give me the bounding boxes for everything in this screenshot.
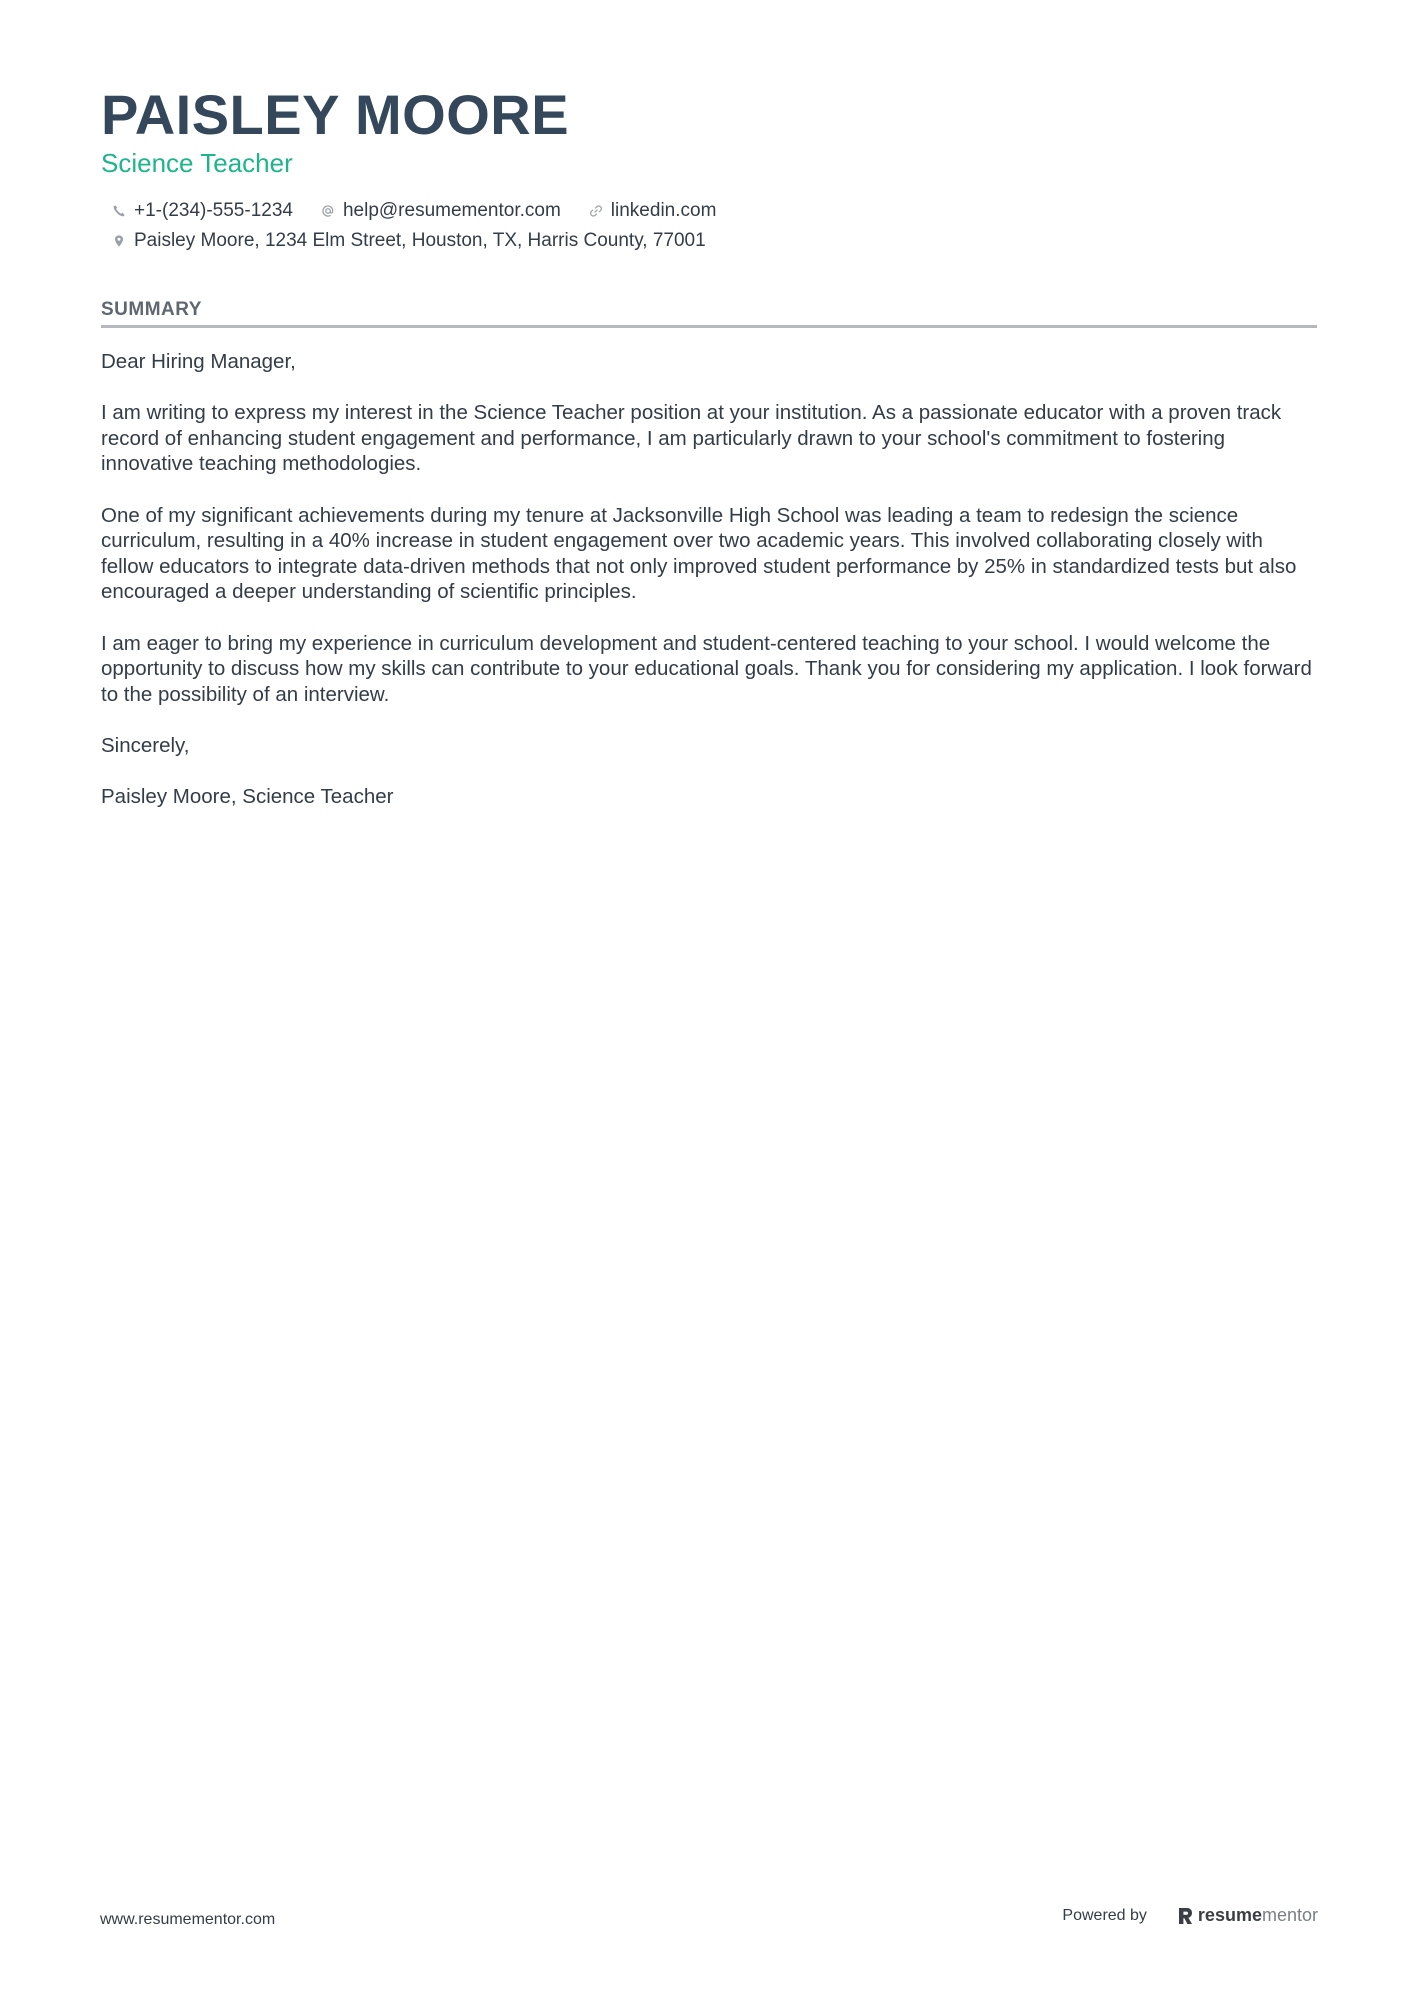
letter-closing: Sincerely, <box>101 733 190 757</box>
resumementor-logo-text[interactable] <box>1198 1905 1318 1926</box>
letter-signature: Paisley Moore, Science Teacher <box>101 785 394 809</box>
location-pin-icon <box>110 232 128 250</box>
phone-text: +1-(234)-555-1234 <box>134 200 293 221</box>
contact-email[interactable] <box>319 200 561 222</box>
phone-icon <box>110 202 128 220</box>
powered-by-label: Powered by <box>1062 1906 1147 1924</box>
letter-greeting: Dear Hiring Manager, <box>101 350 296 373</box>
logo-text-bold: resume <box>1197 1905 1262 1925</box>
section-divider <box>101 325 1317 328</box>
contact-phone <box>110 200 293 222</box>
contact-row-primary <box>110 200 742 222</box>
letter-paragraph: One of my significant achievements during my tenure at Jacksonville High School was leading a team to redesign the science curriculum, resulting in a 40% increase in student engagement over two academic years. This involved collaborating closely with fellow educators to integrate data-driven methods that not only improved student performance by 25% in standardized tests but also encouraged a deeper understanding of scientific principles. <box>101 503 1297 604</box>
email-text[interactable]: help@resumementor.com <box>342 200 561 221</box>
footer-website[interactable]: www.resumementor.com <box>100 1911 276 1928</box>
contact-address <box>110 230 706 252</box>
contact-row-address <box>110 230 732 252</box>
resumementor-logo-icon <box>1177 1906 1194 1926</box>
letter-paragraph: I am writing to express my interest in the Science Teacher position at your institution. As a passionate educator with a proven track record of enhancing student engagement and performance, I am particularly drawn to your school's commitment to fostering innovative teaching methodologies. <box>101 401 1282 476</box>
applicant-role: Science Teacher <box>101 148 293 178</box>
address-text: Paisley Moore, 1234 Elm Street, Houston, TX, Harris County, 77001 <box>134 230 706 251</box>
summary-heading: SUMMARY <box>101 299 202 320</box>
linkedin-text[interactable]: linkedin.com <box>610 200 717 221</box>
footer-branding <box>1062 1905 1318 1926</box>
link-icon <box>587 202 605 220</box>
letter-body <box>101 349 1317 835</box>
applicant-name: PAISLEY MOORE <box>101 83 570 146</box>
logo-text-light: mentor <box>1261 1905 1318 1925</box>
contact-linkedin[interactable] <box>587 200 717 222</box>
at-icon <box>319 202 337 220</box>
letter-paragraph: I am eager to bring my experience in curriculum development and student-centered teaching to your school. I would welcome the opportunity to discuss how my skills can contribute to your educational goals. Thank you for considering my application. I look forward to the possibility of an interview. <box>101 631 1312 706</box>
